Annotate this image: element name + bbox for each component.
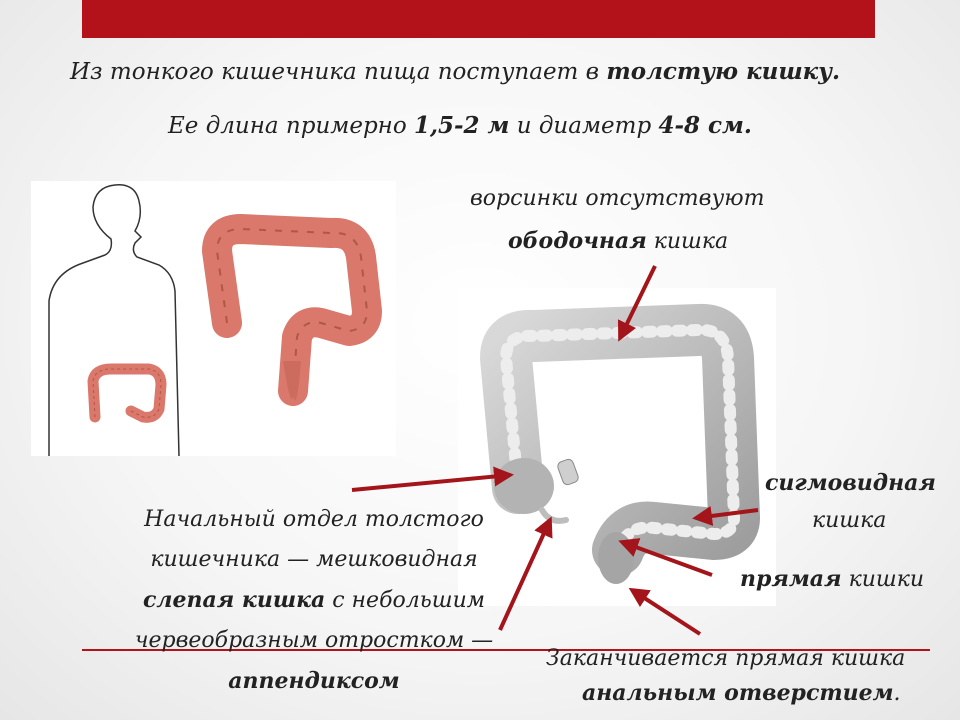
intro-bold: толстую кишку. (606, 58, 840, 85)
cecum-line-3-rest: с небольшим (325, 588, 485, 613)
rectum-label (740, 566, 924, 592)
diameter-text: и диаметр (509, 113, 659, 139)
ending-line-1: Заканчивается прямая кишка (546, 646, 906, 671)
arrow-anus (632, 590, 700, 634)
ending-line-2 (582, 680, 901, 706)
length-value: 1,5-2 м (413, 112, 510, 139)
cecum-line-3 (104, 580, 524, 621)
length-text: Ее длина примерно (168, 113, 414, 139)
colon-label (508, 228, 728, 254)
arrow-rectum (622, 542, 712, 575)
cecum-line-1: Начальный отдел толстого (144, 507, 484, 532)
colon-label-rest: кишка (646, 229, 729, 254)
cecum-term: слепая кишка (143, 587, 326, 613)
ending-period: . (893, 681, 901, 706)
diameter-value: 4-8 см. (658, 112, 752, 139)
cecum-line-4: червеобразным отростком — (134, 628, 494, 653)
colon-label-bold: ободочная (508, 228, 647, 254)
sigmoid-label-line-1: сигмовидная (765, 470, 936, 496)
arrow-colon (620, 266, 655, 338)
villi-absent-label: ворсинки отсутствуют (470, 186, 765, 211)
anus-term: анальным отверстием (582, 680, 894, 706)
intro-text: Из тонкого кишечника пища поступает в (70, 59, 607, 85)
rectum-label-rest: кишки (841, 567, 925, 592)
sigmoid-label-line-2: кишка (812, 508, 887, 533)
rectum-label-bold: прямая (740, 566, 842, 592)
cecum-line-2: кишечника — мешковидная (150, 547, 478, 572)
arrow-sigmoid (696, 510, 758, 518)
arrow-cecum (352, 475, 510, 490)
appendix-term: аппендиксом (228, 668, 400, 694)
cecum-description (104, 500, 524, 701)
